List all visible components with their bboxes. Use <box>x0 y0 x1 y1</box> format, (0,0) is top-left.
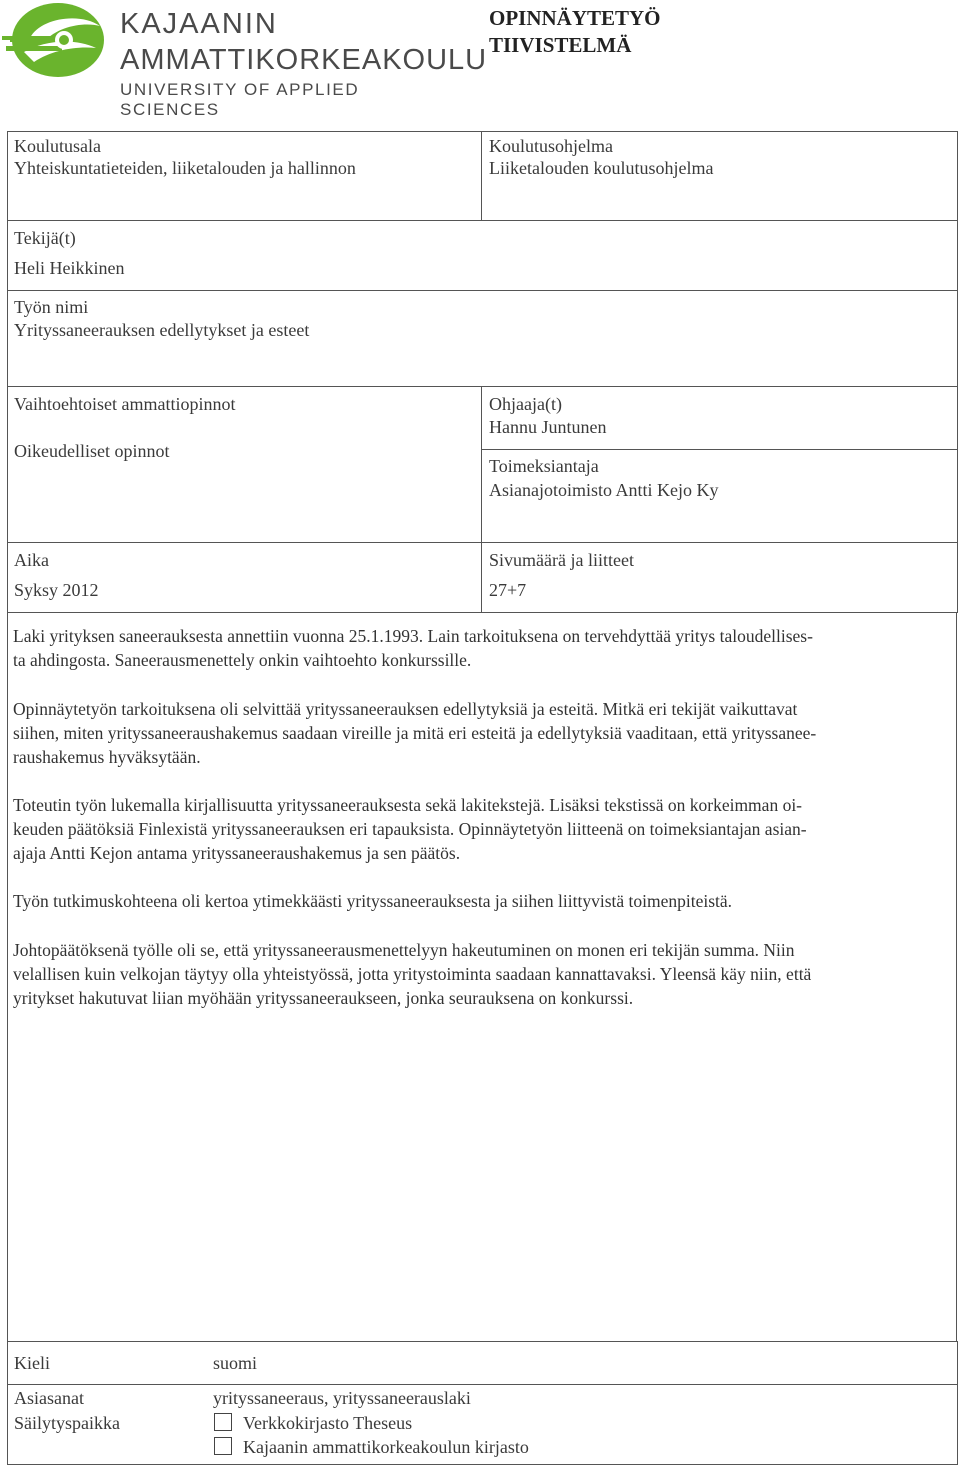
divider <box>7 290 958 291</box>
logo-line-1: KAJAANIN <box>120 8 278 40</box>
abstract-line: ajaja Antti Kejon antama yrityssaneeraushakemus ja sen päätös. <box>13 843 461 863</box>
abstract-line: Opinnäytetyön tarkoituksena oli selvittää yrityssaneerauksen edellytyksiä ja esteitä. Mitkä eri tekijät vaikuttavat <box>13 699 798 719</box>
vaihtoehtoiset-value: Oikeudelliset opinnot <box>14 441 170 461</box>
abstract-paragraph <box>13 889 945 913</box>
document-title-line-1: OPINNÄYTETYÖ <box>489 6 661 30</box>
abstract-line: Toteutin työn lukemalla kirjallisuutta yrityssaneerauksesta sekä lakitekstejä. Lisäksi tekstissä on korkeimman oi- <box>13 795 803 815</box>
kamk-library-label: Kajaanin ammattikorkeakoulun kirjasto <box>243 1437 529 1457</box>
divider <box>481 131 482 221</box>
tekija-value: Heli Heikkinen <box>14 258 125 278</box>
tyon-nimi-label: Työn nimi <box>14 297 89 317</box>
sivumaara-value: 27+7 <box>489 580 527 600</box>
document-title-line-2: TIIVISTELMÄ <box>489 33 632 57</box>
abstract-line: ta ahdingosta. Saneerausmenettely onkin vaihtoehto konkurssille. <box>13 650 472 670</box>
sivumaara-label: Sivumäärä ja liitteet <box>489 550 634 570</box>
divider <box>7 1384 958 1385</box>
toimeksiantaja-label: Toimeksiantaja <box>489 456 599 476</box>
koulutusohjelma-label: Koulutusohjelma <box>489 136 613 156</box>
divider <box>481 386 482 613</box>
aika-label: Aika <box>14 550 49 570</box>
abstract-line: velallisen kuin velkojan täytyy olla yhteistyössä, jotta yritystoiminta saadaan kannattavaksi. Yleensä käy niin, että <box>13 964 812 984</box>
koulutusala-label: Koulutusala <box>14 136 101 156</box>
abstract-line: siihen, miten yrityssaneeraushakemus saadaan vireille ja mitä eri esteitä ja edellytyksiä vaaditaan, että yrityssanee- <box>13 723 817 743</box>
document-title <box>489 5 661 59</box>
ohjaaja-label: Ohjaaja(t) <box>489 394 562 414</box>
divider <box>7 386 958 387</box>
info-table <box>7 131 958 613</box>
abstract-line: yritykset hakutuvat liian myöhään yrityssaneeraukseen, jonka seurauksena on konkurssi. <box>13 988 634 1008</box>
kieli-label: Kieli <box>14 1353 50 1373</box>
abstract-paragraph <box>13 793 945 865</box>
abstract-line: Työn tutkimuskohteena oli kertoa ytimekkäästi yrityssaneerauksesta ja siihen liittyvistä toimenpiteistä. <box>13 891 733 911</box>
vaihtoehtoiset-label: Vaihtoehtoiset ammattiopinnot <box>14 394 236 414</box>
logo-line-2: AMMATTIKORKEAKOULU <box>120 44 488 76</box>
divider <box>481 449 958 450</box>
divider <box>7 220 958 221</box>
abstract-paragraph <box>13 624 945 672</box>
koulutusala-value: Yhteiskuntatieteiden, liiketalouden ja hallinnon <box>14 158 356 178</box>
divider <box>956 613 957 1342</box>
asiasanat-label: Asiasanat <box>14 1388 84 1408</box>
ohjaaja-value: Hannu Juntunen <box>489 417 607 437</box>
institution-logo <box>0 0 488 119</box>
koulutusohjelma-value: Liiketalouden koulutusohjelma <box>489 158 714 178</box>
theseus-label: Verkkokirjasto Theseus <box>243 1413 413 1433</box>
kamk-logo-icon <box>0 0 112 82</box>
abstract-line: raushakemus hyväksytään. <box>13 747 201 767</box>
abstract-paragraph <box>13 697 945 769</box>
toimeksiantaja-value: Asianajotoimisto Antti Kejo Ky <box>489 480 719 500</box>
theseus-checkbox[interactable] <box>214 1413 232 1431</box>
divider <box>7 542 958 543</box>
aika-value: Syksy 2012 <box>14 580 99 600</box>
abstract-line: keuden päätöksiä Finlexistä yrityssaneerauksen eri tapauksista. Opinnäytetyön liitteenä on toimeksiantajan asian- <box>13 819 807 839</box>
abstract-line: Laki yrityksen saneerauksesta annettiin vuonna 25.1.1993. Lain tarkoituksena on tervehdyttää yritys taloudellises- <box>13 626 813 646</box>
logo-line-3: UNIVERSITY OF APPLIED SCIENCES <box>120 80 360 119</box>
abstract-paragraph <box>13 938 945 1010</box>
tekija-label: Tekijä(t) <box>14 228 76 248</box>
tyon-nimi-value: Yrityssaneerauksen edellytykset ja esteet <box>14 320 310 340</box>
kieli-value: suomi <box>213 1353 258 1373</box>
sailytyspaikka-label: Säilytyspaikka <box>14 1413 120 1433</box>
divider <box>7 613 8 1342</box>
abstract-line: Johtopäätöksenä työlle oli se, että yrityssaneerausmenettelyyn hakeutuminen on monen eri tekijän summa. Niin <box>13 940 795 960</box>
asiasanat-value: yrityssaneeraus, yrityssaneerauslaki <box>213 1388 471 1408</box>
kamk-library-checkbox[interactable] <box>214 1437 232 1455</box>
